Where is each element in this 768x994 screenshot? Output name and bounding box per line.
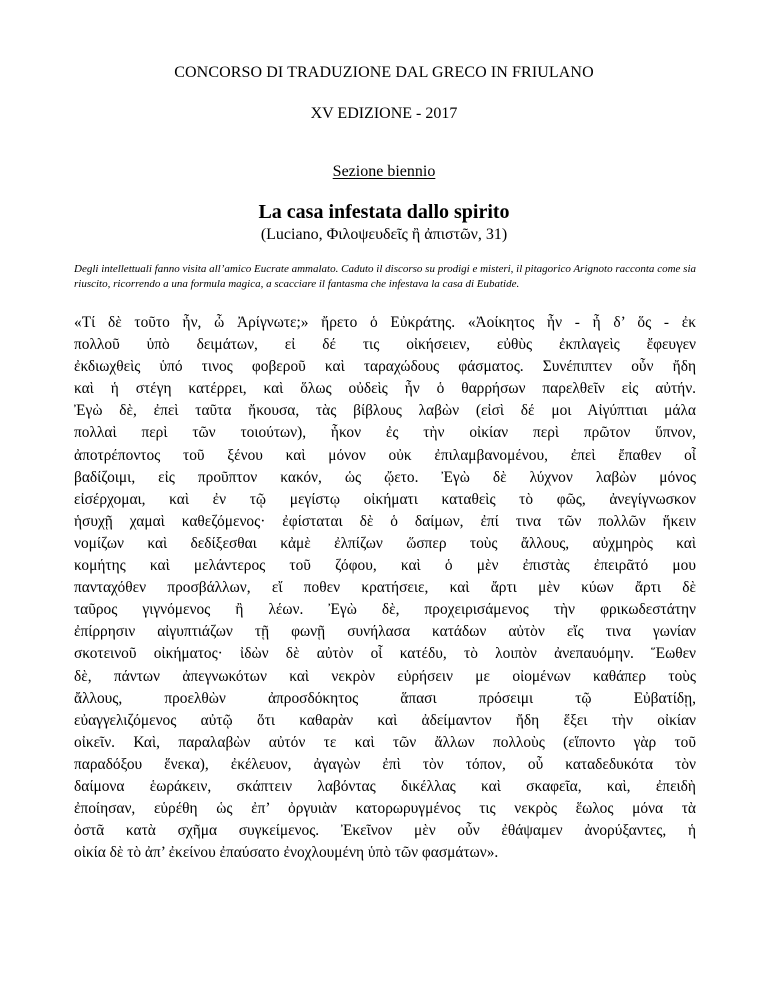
greek-text-line: πανταχόθεν προσβάλλων, εἴ ποθεν κρατήσειε, καὶ ἄρτι μὲν κύων ἄρτι δὲ [74,579,696,597]
greek-text-line: κομήτης καὶ μελάντερος τοῦ ζόφου, καὶ ὁ μὲν ἐπιστὰς ἐπειρᾶτό μου [74,557,696,575]
greek-text-line: ἐκδιωχθεὶς ὑπό τινος φοβεροῦ καὶ ταραχώδους φάσματος. Συνέπιπτεν οὖν ἤδη [74,358,696,376]
greek-text-line: ταῦρος γιγνόμενος ἢ λέων. Ἐγὼ δὲ, προχειρισάμενος τὴν φρικωδεστάτην [74,601,696,619]
greek-text-line: πολλοῦ ὑπὸ δειμάτων, εἰ δέ τις οἰκήσειεν, εὐθὺς ἐκπλαγεὶς ἔφευγεν [74,336,696,354]
greek-text-line: ὀστᾶ κατὰ σχῆμα συγκείμενος. Ἐκεῖνον μὲν οὖν ἐθάψαμεν ἀνορύξαντες, ἡ [74,822,696,840]
section-label: Sezione biennio [332,163,436,180]
greek-text-line: δαίμονα ἑωράκειν, σκάπτειν λαβόντας δικέλλας καὶ σκαφεῖα, καὶ, ἐπειδὴ [74,777,696,795]
greek-text-line: εὐαγγελιζόμενος αὐτῷ ὅτι καθαρὰν καὶ ἀδείμαντον ἤδη ἕξει τὴν οἰκίαν [74,711,696,729]
greek-text-line: ἐπίρρησιν αἰγυπτιάζων τῇ φωνῇ συνήλασα κατάδων αὐτὸν εἴς τινα γωνίαν [74,623,696,641]
source-citation: (Luciano, Φιλοψευδεῖς ἢ ἀπιστῶν, 31) [260,226,508,243]
edition-label: XV EDIZIONE - 2017 [310,105,458,122]
greek-text-line: δὲ, πάντων ἀπεγνωκότων καὶ νεκρὸν εὑρήσειν με οἰομένων καθάπερ τοὺς [74,667,696,685]
greek-text-line: πολλαὶ περὶ τῶν τοιούτων), ἧκον ἐς τὴν οἰκίαν περὶ πρῶτον ὕπνον, [74,424,696,442]
greek-text-line: οἰκεῖν. Καὶ, παραλαβὼν αὐτόν τε καὶ τῶν ἄλλων πολλοὺς (εἵποντο γὰρ τοῦ [74,733,696,751]
greek-text-line: ἀποτρέποντος τοῦ ξένου καὶ μόνον οὐκ ἐπιλαμβανομένου, ἐπεὶ ἔπαθεν οἷ [74,446,696,464]
greek-text-line: βαδίζοιμι, εἰς προῦπτον κακόν, ὡς ᾤετο. Ἐγὼ δὲ λύχνον λαβὼν μόνος [74,468,696,486]
greek-text-line: οἰκία δὲ τὸ ἀπ’ ἐκείνου ἐπαύσατο ἐνοχλουμένη ὑπὸ τῶν φασμάτων». [74,844,499,862]
greek-text-line: καὶ ἡ στέγη κατέρρει, καὶ ὅλως οὐδεὶς ἦν ὁ θαρρήσων παρελθεῖν εἰς αὐτήν. [74,380,696,398]
piece-title: La casa infestata dallo spirito [258,201,510,223]
intro-paragraph: Degli intellettuali fanno visita all’amico Eucrate ammalato. Caduto il discorso su prodigi e misteri, il pitagorico Arignoto racconta come sia riuscito, ricorrendo a una formula magica, a scacciare il fantasma che infestava la casa di Eubatide. [74,263,696,290]
greek-text-line: ἄλλους, προελθὼν ἀπροσδόκητος ἅπασι πρόσειμι τῷ Εὐβατίδῃ, [74,689,696,707]
greek-text-line: σκοτεινοῦ οἰκήματος· ἰδὼν δὲ αὐτὸν οἷ κατέδυ, τὸ λοιπὸν ἀνεπαυόμην. Ἕωθεν [74,645,696,663]
greek-text-line: ἐποίησαν, εὑρέθη ὡς ἐπ’ ὀργυιὰν κατορωρυγμένος τις νεκρὸς ἕωλος μόνα τὰ [74,800,696,818]
greek-text-line: Ἐγὼ δὲ, ἐπεὶ ταῦτα ἤκουσα, τὰς βίβλους λαβὼν (εἰσὶ δέ μοι Αἰγύπτιαι μάλα [74,402,696,420]
contest-title: CONCORSO DI TRADUZIONE DAL GRECO IN FRIULANO [174,64,594,81]
greek-text-line: ἡσυχῇ χαμαὶ καθεζόμενος· ἐφίσταται δὲ ὁ δαίμων, ἐπί τινα τῶν πολλῶν ἥκειν [74,512,696,530]
greek-text-line: «Τί δὲ τοῦτο ἦν, ὦ Ἀρίγνωτε;» ἤρετο ὁ Εὐκράτης. «Ἀοίκητος ἦν - ἦ δ’ ὅς - ἐκ [74,314,696,331]
greek-text-line: εἰσέρχομαι, καὶ ἐν τῷ μεγίστῳ οἰκήματι καταθεὶς τὸ φῶς, ἀνεγίγνωσκον [74,490,696,508]
greek-text-line: παραδόξου ἕνεκα), ἐκέλευον, ἀγαγὼν ἐπὶ τὸν τόπον, οὗ καταδεδυκότα τὸν [74,755,696,773]
greek-passage [74,312,696,864]
greek-text-line: νομίζων καὶ δεδίξεσθαι κἀμὲ ἐλπίζων ὥσπερ τοὺς ἄλλους, αὐχμηρὸς καὶ [74,534,696,552]
